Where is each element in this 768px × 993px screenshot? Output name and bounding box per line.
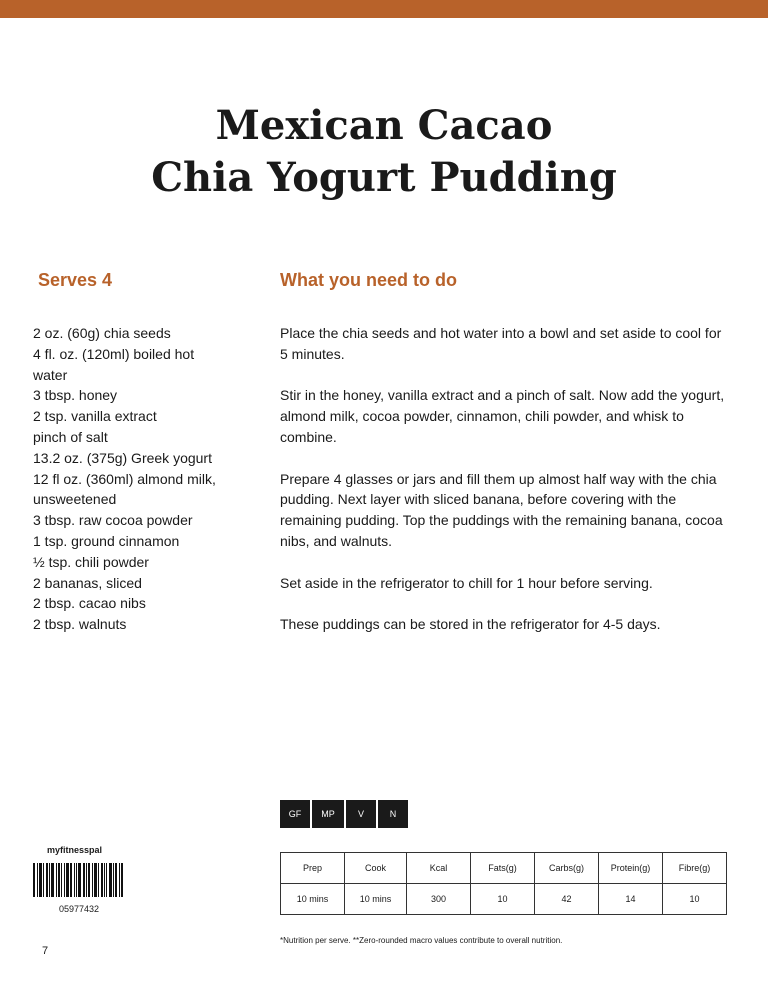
ingredient-item: 12 fl oz. (360ml) almond milk, <box>33 470 216 487</box>
recipe-title <box>0 100 768 204</box>
badge-meal-prep: MP <box>312 800 344 828</box>
nutrition-value-cell: 10 mins <box>345 884 407 915</box>
barcode-icon <box>33 863 133 897</box>
page-number: 7 <box>42 945 49 957</box>
ingredient-item: 3 tbsp. raw cocoa powder <box>33 512 193 529</box>
ingredient-item: 2 tsp. vanilla extract <box>33 408 157 425</box>
diet-badges <box>280 800 408 828</box>
ingredient-item: 2 tbsp. walnuts <box>33 616 127 633</box>
nutrition-header-cell: Fats(g) <box>471 853 535 884</box>
nutrition-header-cell: Prep <box>281 853 345 884</box>
ingredient-item: 1 tsp. ground cinnamon <box>33 532 180 549</box>
method-step: Prepare 4 glasses or jars and fill them up almost half way with the chia pudding. Next layer with sliced banana, before covering with the remaining pudding. Top the puddings with the remaining banana, cocoa nibs, and walnuts. <box>280 470 723 549</box>
ingredient-item: water <box>33 366 68 383</box>
method-step: Stir in the honey, vanilla extract and a pinch of salt. Now add the yogurt, almond milk, cocoa powder, cinnamon, chili powder, and whisk to combine. <box>280 387 725 445</box>
ingredient-item: ½ tsp. chili powder <box>33 553 149 570</box>
nutrition-value-cell: 42 <box>535 884 599 915</box>
ingredient-item: 13.2 oz. (375g) Greek yogurt <box>33 449 212 466</box>
serves-heading: Serves 4 <box>38 270 113 290</box>
method-steps <box>280 323 732 656</box>
ingredient-item: unsweetened <box>33 491 117 508</box>
barcode-number: 05977432 <box>59 904 100 914</box>
brand-label: myfitnesspal <box>47 845 103 855</box>
badge-nuts: N <box>378 800 408 828</box>
nutrition-header-cell: Cook <box>345 853 407 884</box>
nutrition-value-row <box>281 884 727 915</box>
badge-vegetarian: V <box>346 800 376 828</box>
badge-gluten-free: GF <box>280 800 310 828</box>
ingredient-list <box>33 323 253 635</box>
ingredient-item: 4 fl. oz. (120ml) boiled hot <box>33 345 195 362</box>
nutrition-value-cell: 10 mins <box>281 884 345 915</box>
nutrition-footnote: *Nutrition per serve. **Zero-rounded macro values contribute to overall nutrition. <box>280 936 563 945</box>
method-step: Place the chia seeds and hot water into a bowl and set aside to cool for 5 minutes. <box>280 325 722 362</box>
recipe-title-line-1: Mexican Cacao <box>215 102 553 149</box>
nutrition-value-cell: 300 <box>407 884 471 915</box>
recipe-title-line-2: Chia Yogurt Pudding <box>151 154 617 201</box>
ingredient-item: pinch of salt <box>33 428 108 445</box>
nutrition-table <box>280 852 727 915</box>
ingredient-item: 2 oz. (60g) chia seeds <box>33 325 171 341</box>
ingredient-item: 3 tbsp. honey <box>33 387 118 404</box>
method-step: Set aside in the refrigerator to chill for 1 hour before serving. <box>280 574 653 591</box>
ingredient-item: 2 tbsp. cacao nibs <box>33 595 146 612</box>
nutrition-header-cell: Protein(g) <box>599 853 663 884</box>
nutrition-header-cell: Carbs(g) <box>535 853 599 884</box>
method-step: These puddings can be stored in the refrigerator for 4-5 days. <box>280 616 661 633</box>
nutrition-value-cell: 10 <box>663 884 727 915</box>
nutrition-value-cell: 14 <box>599 884 663 915</box>
ingredient-item: 2 bananas, sliced <box>33 574 142 591</box>
nutrition-value-cell: 10 <box>471 884 535 915</box>
method-heading: What you need to do <box>280 270 457 290</box>
nutrition-header-cell: Kcal <box>407 853 471 884</box>
top-accent-bar <box>0 0 768 18</box>
nutrition-header-cell: Fibre(g) <box>663 853 727 884</box>
nutrition-header-row <box>281 853 727 884</box>
